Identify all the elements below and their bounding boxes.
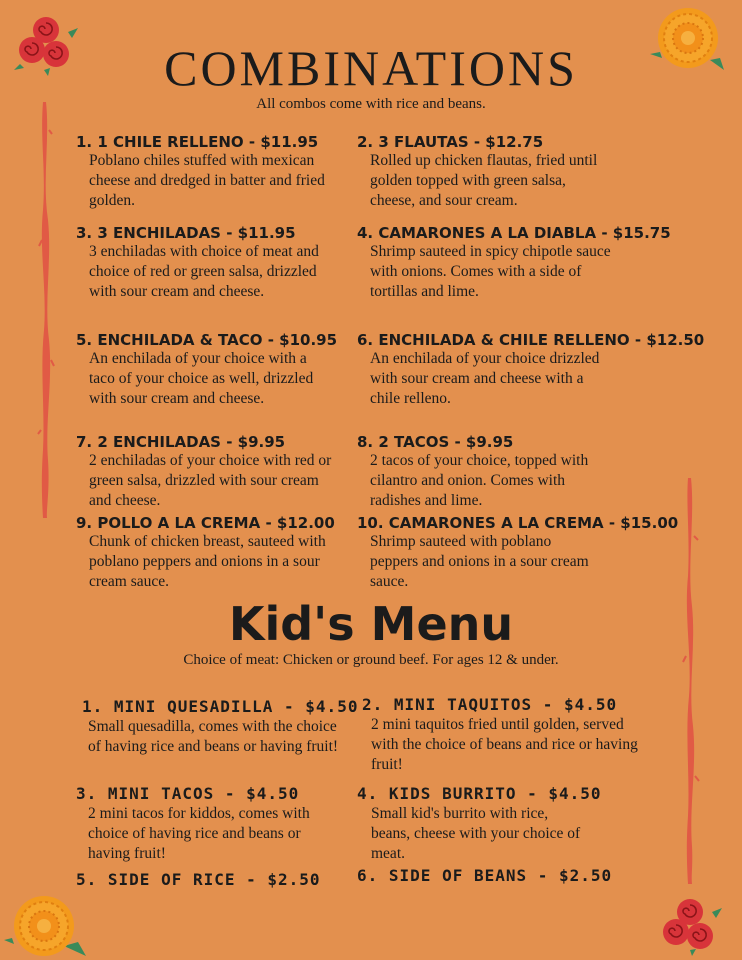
item-title: 5. ENCHILADA & TACO - $10.95: [76, 331, 338, 349]
kids-menu-item: [76, 870, 346, 890]
item-description: 2 mini taquitos fried until golden, served with the choice of beans and rice or having fruit!: [371, 716, 638, 773]
rose-cluster-icon: [660, 896, 724, 956]
right-brush-stroke: [680, 476, 702, 886]
kids-menu-item: [362, 695, 662, 775]
item-title: 4. KIDS BURRITO - $4.50: [357, 784, 602, 803]
kids-menu-title: Kid's Menu: [228, 597, 514, 651]
left-brush-stroke: [36, 100, 58, 520]
item-description: An enchilada of your choice drizzled with sour cream and cheese with a chile relleno.: [370, 350, 600, 407]
item-description: Small kid's burrito with rice, beans, cheese with your choice of meat.: [371, 805, 581, 862]
item-title: 6. SIDE OF BEANS - $2.50: [357, 866, 613, 885]
kids-menu-item: [82, 697, 359, 757]
marigold-icon: [4, 890, 94, 960]
menu-item: [76, 514, 346, 592]
menu-item: [357, 433, 677, 511]
item-title: 2. MINI TAQUITOS - $4.50: [362, 695, 618, 714]
menu-item: [357, 224, 677, 302]
item-description: 3 enchiladas with choice of meat and choice of red or green salsa, drizzled with sour cream and cheese.: [89, 243, 319, 300]
item-description: 2 enchiladas of your choice with red or green salsa, drizzled with sour cream and cheese.: [89, 452, 332, 509]
item-description: Small quesadilla, comes with the choice of having rice and beans or having fruit!: [88, 718, 339, 755]
kids-menu-item: [357, 866, 657, 886]
menu-item: [357, 133, 677, 211]
item-description: Rolled up chicken flautas, fried until golden topped with green salsa, cheese, and sour cream.: [370, 152, 598, 209]
item-title: 8. 2 TACOS - $9.95: [357, 433, 514, 451]
kids-menu-subtitle: Choice of meat: Chicken or ground beef. For ages 12 & under.: [183, 652, 559, 668]
item-title: 1. MINI QUESADILLA - $4.50: [82, 697, 359, 716]
item-title: 5. SIDE OF RICE - $2.50: [76, 870, 321, 889]
menu-item: [76, 133, 346, 211]
item-description: 2 mini tacos for kiddos, comes with choice of having rice and beans or having fruit!: [88, 805, 310, 862]
item-description: Poblano chiles stuffed with mexican cheese and dredged in batter and fried golden.: [89, 152, 325, 209]
menu-item: [76, 224, 346, 302]
item-title: 9. POLLO A LA CREMA - $12.00: [76, 514, 335, 532]
menu-item: [357, 331, 705, 409]
item-title: 10. CAMARONES A LA CREMA - $15.00: [357, 514, 679, 532]
kids-menu-item: [76, 784, 346, 864]
menu-item: [76, 331, 346, 409]
item-title: 7. 2 ENCHILADAS - $9.95: [76, 433, 286, 451]
item-description: An enchilada of your choice with a taco of your choice as well, drizzled with sour cream and cheese.: [89, 350, 314, 407]
menu-item: [76, 433, 346, 511]
item-title: 4. CAMARONES A LA DIABLA - $15.75: [357, 224, 671, 242]
kids-menu-item: [357, 784, 657, 864]
item-title: 3. MINI TACOS - $4.50: [76, 784, 300, 803]
menu-item: [357, 514, 677, 592]
page-title: COMBINATIONS: [164, 40, 578, 96]
item-description: Shrimp sauteed with poblano peppers and onions in a sour cream sauce.: [370, 533, 589, 590]
item-title: 3. 3 ENCHILADAS - $11.95: [76, 224, 296, 242]
combinations-subtitle: All combos come with rice and beans.: [256, 96, 486, 112]
item-description: Chunk of chicken breast, sauteed with poblano peppers and onions in a sour cream sauce.: [89, 533, 326, 590]
item-title: 2. 3 FLAUTAS - $12.75: [357, 133, 544, 151]
item-description: Shrimp sauteed in spicy chipotle sauce with onions. Comes with a side of tortillas and lime.: [370, 243, 611, 300]
item-title: 6. ENCHILADA & CHILE RELLENO - $12.50: [357, 331, 705, 349]
item-title: 1. 1 CHILE RELLENO - $11.95: [76, 133, 319, 151]
item-description: 2 tacos of your choice, topped with cilantro and onion. Comes with radishes and lime.: [370, 452, 589, 509]
